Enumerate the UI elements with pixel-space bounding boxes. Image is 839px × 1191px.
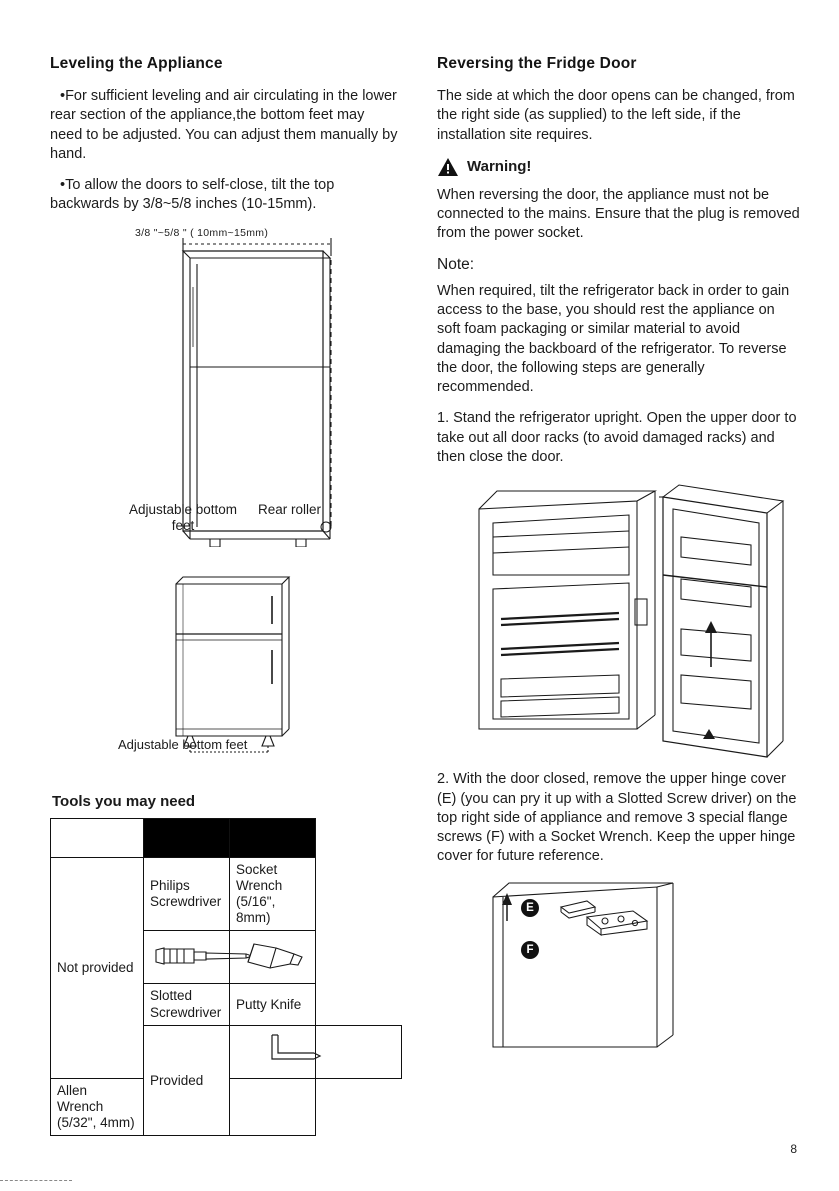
page-number: 8 [790,1142,797,1156]
tools-header-black-2 [230,818,316,857]
caption-rear-roller: Rear roller [258,501,322,517]
warning-label: Warning! [467,157,532,175]
tools-empty-cell-2 [230,1078,316,1136]
reversing-section-title: Reversing the Fridge Door [437,55,637,72]
figure-leveling-front-view [50,574,400,789]
fridge-side-view-drawing [50,227,400,547]
tool-name-putty-knife: Putty Knife [230,984,316,1025]
tools-header-black-1 [144,818,230,857]
right-column [437,55,802,1064]
tools-header-empty [51,818,144,857]
figure-open-refrigerator [437,479,802,764]
warning-text: When reversing the door, the appliance must not be connected to the mains. Ensure that the plug is removed from the power socket. [437,186,800,242]
allen-wrench-icon [230,1025,316,1078]
step-2-text: 2. With the door closed, remove the upper hinge cover (E) (you can pry it up with a Slotted Screw driver) on the top right side of appliance and remove 3 special flange screws (F) with a Socket Wrench. Keep the upper hinge cover for future reference. [437,771,797,865]
figure-hinge-detail [437,879,802,1064]
fridge-front-view-drawing [50,574,400,759]
table-row-header [51,818,402,857]
leveling-section-title: Leveling the Appliance [50,55,223,72]
left-column [50,55,400,1136]
tools-table [50,818,402,1137]
tilt-dimension-label: 3/8 "~5/8 " ( 10mm~15mm) [135,226,269,239]
tool-name-socket-wrench: Socket Wrench (5/16", 8mm) [230,857,316,931]
warning-triangle-icon [437,157,459,176]
reversing-paragraph-1: The side at which the door opens can be changed, from the right side (as supplied) to the left side, if the installation site requires. [437,88,795,143]
tool-name-slotted-screwdriver: Slotted Screwdriver [144,984,230,1025]
tools-section-title: Tools you may need [52,792,196,810]
footer-divider [0,1180,72,1181]
note-text: When required, tilt the refrigerator back in order to gain access to the base, you should rest the appliance on soft foam packaging or similar material to avoid damaging the backboard of the refrigerator. To reverse the door, the following steps are generally recommended. [437,282,790,396]
note-label: Note: [437,255,475,273]
caption-adjustable-bottom-feet-front: Adjustable bottom feet [118,736,248,752]
step-1-text: 1. Stand the refrigerator upright. Open the upper door to take out all door racks (to avoid damaged racks) and then close the door. [437,410,797,465]
leveling-paragraph-1: •For sufficient leveling and air circulating in the lower rear section of the appliance,the bottom feet may need to be adjusted. You can adjust them manually by hand. [50,88,398,162]
screwdriver-icon [144,931,230,984]
tools-label-provided: Provided [144,1025,230,1136]
leveling-paragraph-2: •To allow the doors to self-close, tilt the top backwards by 3/8~5/8 inches (10-15mm). [50,177,335,213]
warning-row [437,157,802,176]
label-e-badge: E [521,899,539,917]
tools-label-not-provided: Not provided [51,857,144,1078]
table-row [51,857,402,931]
figure-leveling-side-view [50,227,400,572]
hinge-detail-drawing [437,879,802,1059]
tool-name-allen-wrench: Allen Wrench (5/32", 4mm) [51,1078,144,1136]
label-f-badge: F [521,941,539,959]
open-refrigerator-drawing [437,479,802,759]
caption-adjustable-bottom-feet: Adjustable bottom feet [128,501,238,533]
socket-wrench-icon [230,931,316,984]
tool-name-philips-screwdriver: Philips Screwdriver [144,857,230,931]
